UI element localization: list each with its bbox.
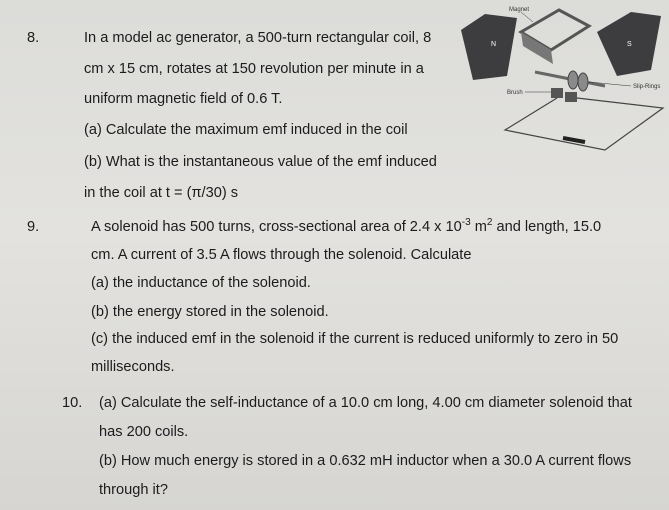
load-resistor [563,138,585,142]
exponent: -3 [461,217,471,229]
question-text-line: has 200 coils. [99,424,189,440]
brush [565,92,577,102]
slip-ring [578,73,588,91]
question-text-line: through it? [99,482,168,498]
text-fragment: and length, 15.0 [492,219,602,235]
question-text-line: cm x 15 cm, rotates at 150 revolution per minute in a [84,61,424,77]
north-label: N [491,41,497,48]
ac-generator-diagram [455,2,669,152]
south-label: S [627,41,632,48]
question-text-line: (b) the energy stored in the solenoid. [91,304,329,320]
slip-ring [568,71,578,89]
question-text-line: (b) What is the instantaneous value of the emf induced [84,154,437,170]
brush [551,88,563,98]
question-text-line: (b) How much energy is stored in a 0.632 mH inductor when a 30.0 A current flows [99,453,632,469]
text-fragment: m [470,219,487,235]
question-text-line: (a) Calculate the self-inductance of a 10.0 cm long, 4.00 cm diameter solenoid that [99,395,632,411]
magnet-label: Magnet [509,7,530,13]
slip-rings-label: Slip-Rings [633,84,661,90]
question-text-line: cm. A current of 3.5 A flows through the solenoid. Calculate [91,247,472,263]
question-text-line [91,219,601,235]
brush-label: Brush [507,90,523,96]
question-text-line: (a) Calculate the maximum emf induced in the coil [84,122,408,138]
text-fragment: A solenoid has 500 turns, cross-sectional area of 2.4 x 10 [91,219,462,235]
question-text-line: (a) the inductance of the solenoid. [91,275,311,291]
question-number: 10. [62,395,83,411]
question-text-line: uniform magnetic field of 0.6 T. [84,91,283,107]
leader-line [521,12,533,22]
question-text-line: In a model ac generator, a 500-turn rectangular coil, 8 [84,30,432,46]
question-number: 9. [27,219,40,235]
question-text-line: (c) the induced emf in the solenoid if the current is reduced uniformly to zero in 50 [91,331,619,347]
question-text-line: milliseconds. [91,359,175,375]
exponent: 2 [486,217,493,229]
question-text-line: in the coil at t = (π/30) s [84,185,239,201]
question-number: 8. [27,30,40,46]
north-pole-magnet [461,14,517,80]
